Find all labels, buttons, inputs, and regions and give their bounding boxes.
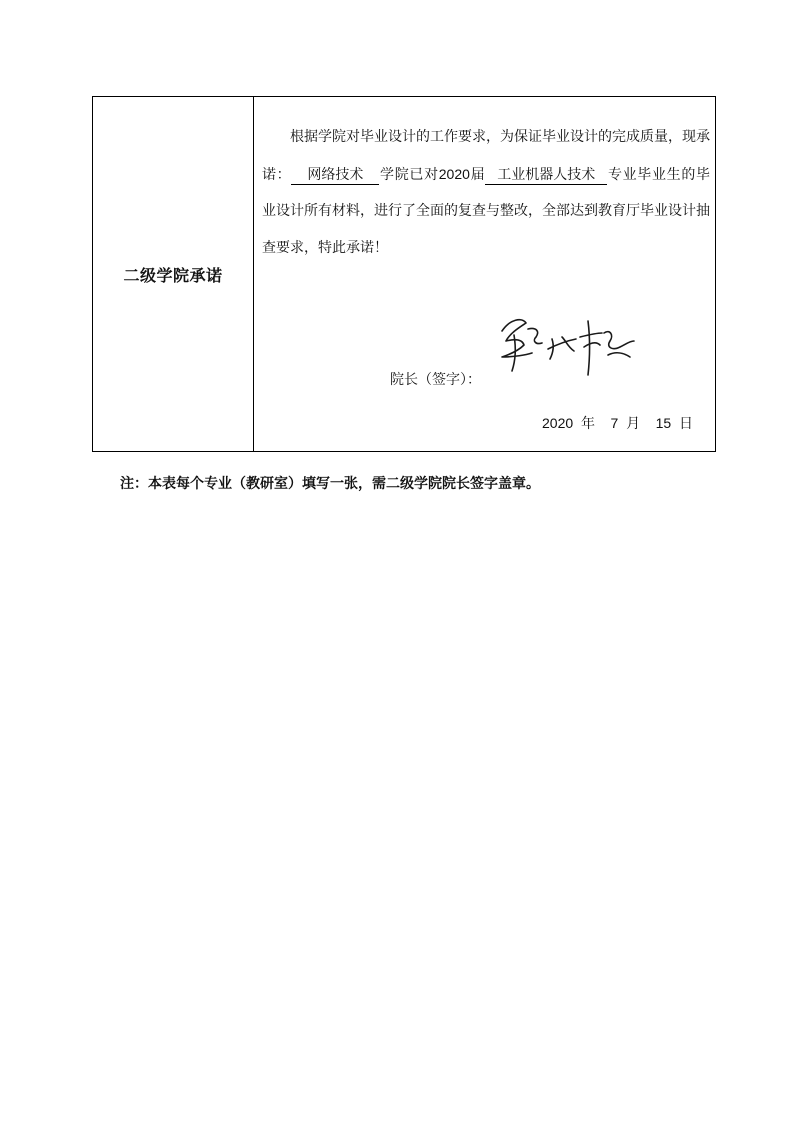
commitment-table — [92, 96, 716, 452]
row-label: 二级学院承诺 — [123, 265, 223, 285]
graduation-year: 2020 — [438, 165, 470, 182]
paragraph-text-3: 届 — [469, 166, 486, 183]
commitment-paragraph — [262, 119, 710, 266]
table-row — [93, 97, 716, 452]
paragraph-text-2: 学院已对 — [379, 166, 439, 183]
content-cell — [254, 97, 716, 452]
signature-label: 院长（签字）： — [390, 372, 481, 388]
date-day: 15 — [655, 415, 672, 431]
label-cell — [93, 97, 254, 452]
date-day-unit: 日 — [679, 415, 693, 431]
paragraph-text-1: 根据学院对毕业设计的工作要求，为保证毕业设计的完成质量，现承诺： — [262, 129, 710, 183]
date-year: 2020 — [542, 415, 574, 431]
date-month: 7 — [610, 415, 619, 431]
date-month-unit: 月 — [626, 415, 641, 431]
signing-date — [542, 413, 693, 433]
college-name-field: 网络技术 — [291, 166, 379, 185]
handwritten-signature — [492, 311, 642, 381]
date-year-unit: 年 — [580, 415, 595, 431]
major-name-field: 工业机器人技术 — [485, 166, 607, 185]
paragraph-text-4: 专业毕业生的毕业设计所有材料，进行了全面的复查与整改，全部达到教育厅毕业设计抽查要求，特此承诺！ — [262, 166, 711, 256]
footnote: 注：本表每个专业（教研室）填写一张，需二级学院院长签字盖章。 — [120, 476, 540, 492]
